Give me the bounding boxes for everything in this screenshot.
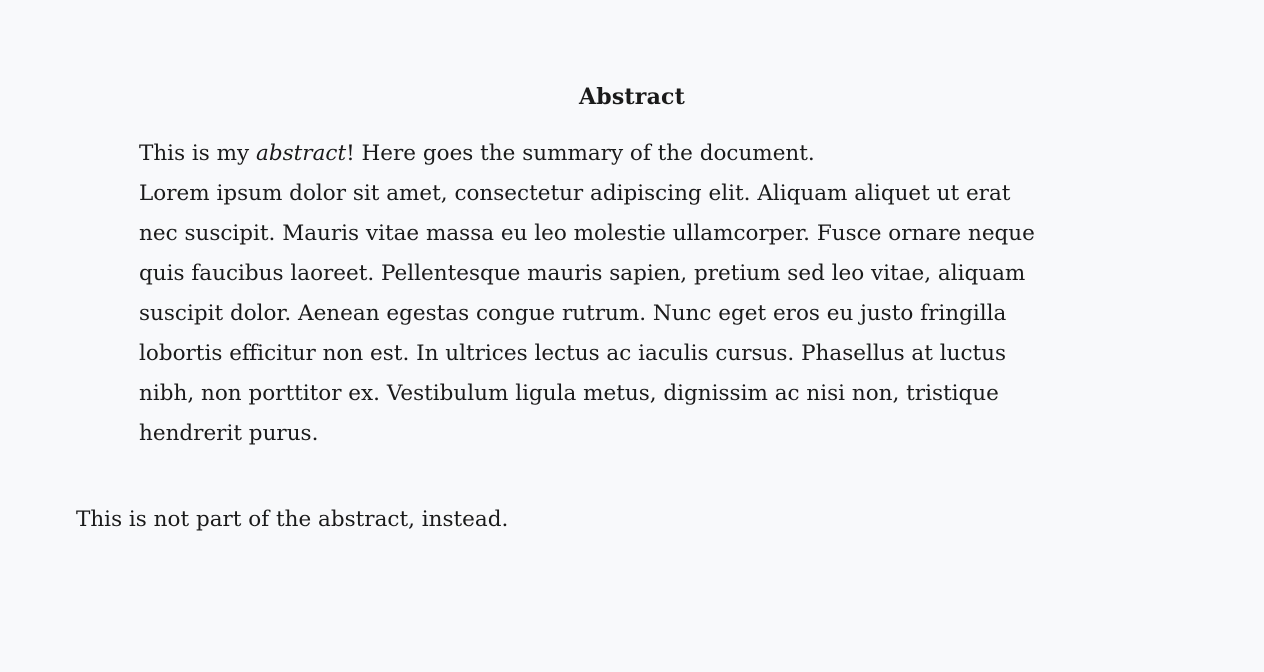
abstract-heading: Abstract (578, 84, 685, 110)
abstract-intro (139, 134, 1109, 174)
abstract-intro-after: ! Here goes the summary of the document. (346, 141, 815, 166)
abstract-line: quis faucibus laoreet. Pellentesque mauris sapien, pretium sed leo vitae, aliquam (139, 261, 1026, 286)
abstract-line: Lorem ipsum dolor sit amet, consectetur adipiscing elit. Aliquam aliquet ut erat (139, 181, 1011, 206)
abstract-intro-line (139, 134, 1109, 174)
abstract-intro-before: This is my (139, 141, 257, 166)
body-paragraph: This is not part of the abstract, instead. (76, 507, 509, 532)
abstract-line: lobortis efficitur non est. In ultrices lectus ac iaculis cursus. Phasellus at luctus (139, 341, 1007, 366)
abstract-lorem-paragraph (139, 174, 1109, 454)
abstract-line: hendrerit purus. (139, 421, 319, 446)
abstract-body (139, 134, 1109, 454)
abstract-line: nec suscipit. Mauris vitae massa eu leo molestie ullamcorper. Fusce ornare neque (139, 221, 1035, 246)
abstract-line: suscipit dolor. Aenean egestas congue rutrum. Nunc eget eros eu justo fringilla (139, 301, 1007, 326)
abstract-line: nibh, non porttitor ex. Vestibulum ligula metus, dignissim ac nisi non, tristique (139, 381, 999, 406)
abstract-emphasis: abstract (256, 141, 347, 166)
